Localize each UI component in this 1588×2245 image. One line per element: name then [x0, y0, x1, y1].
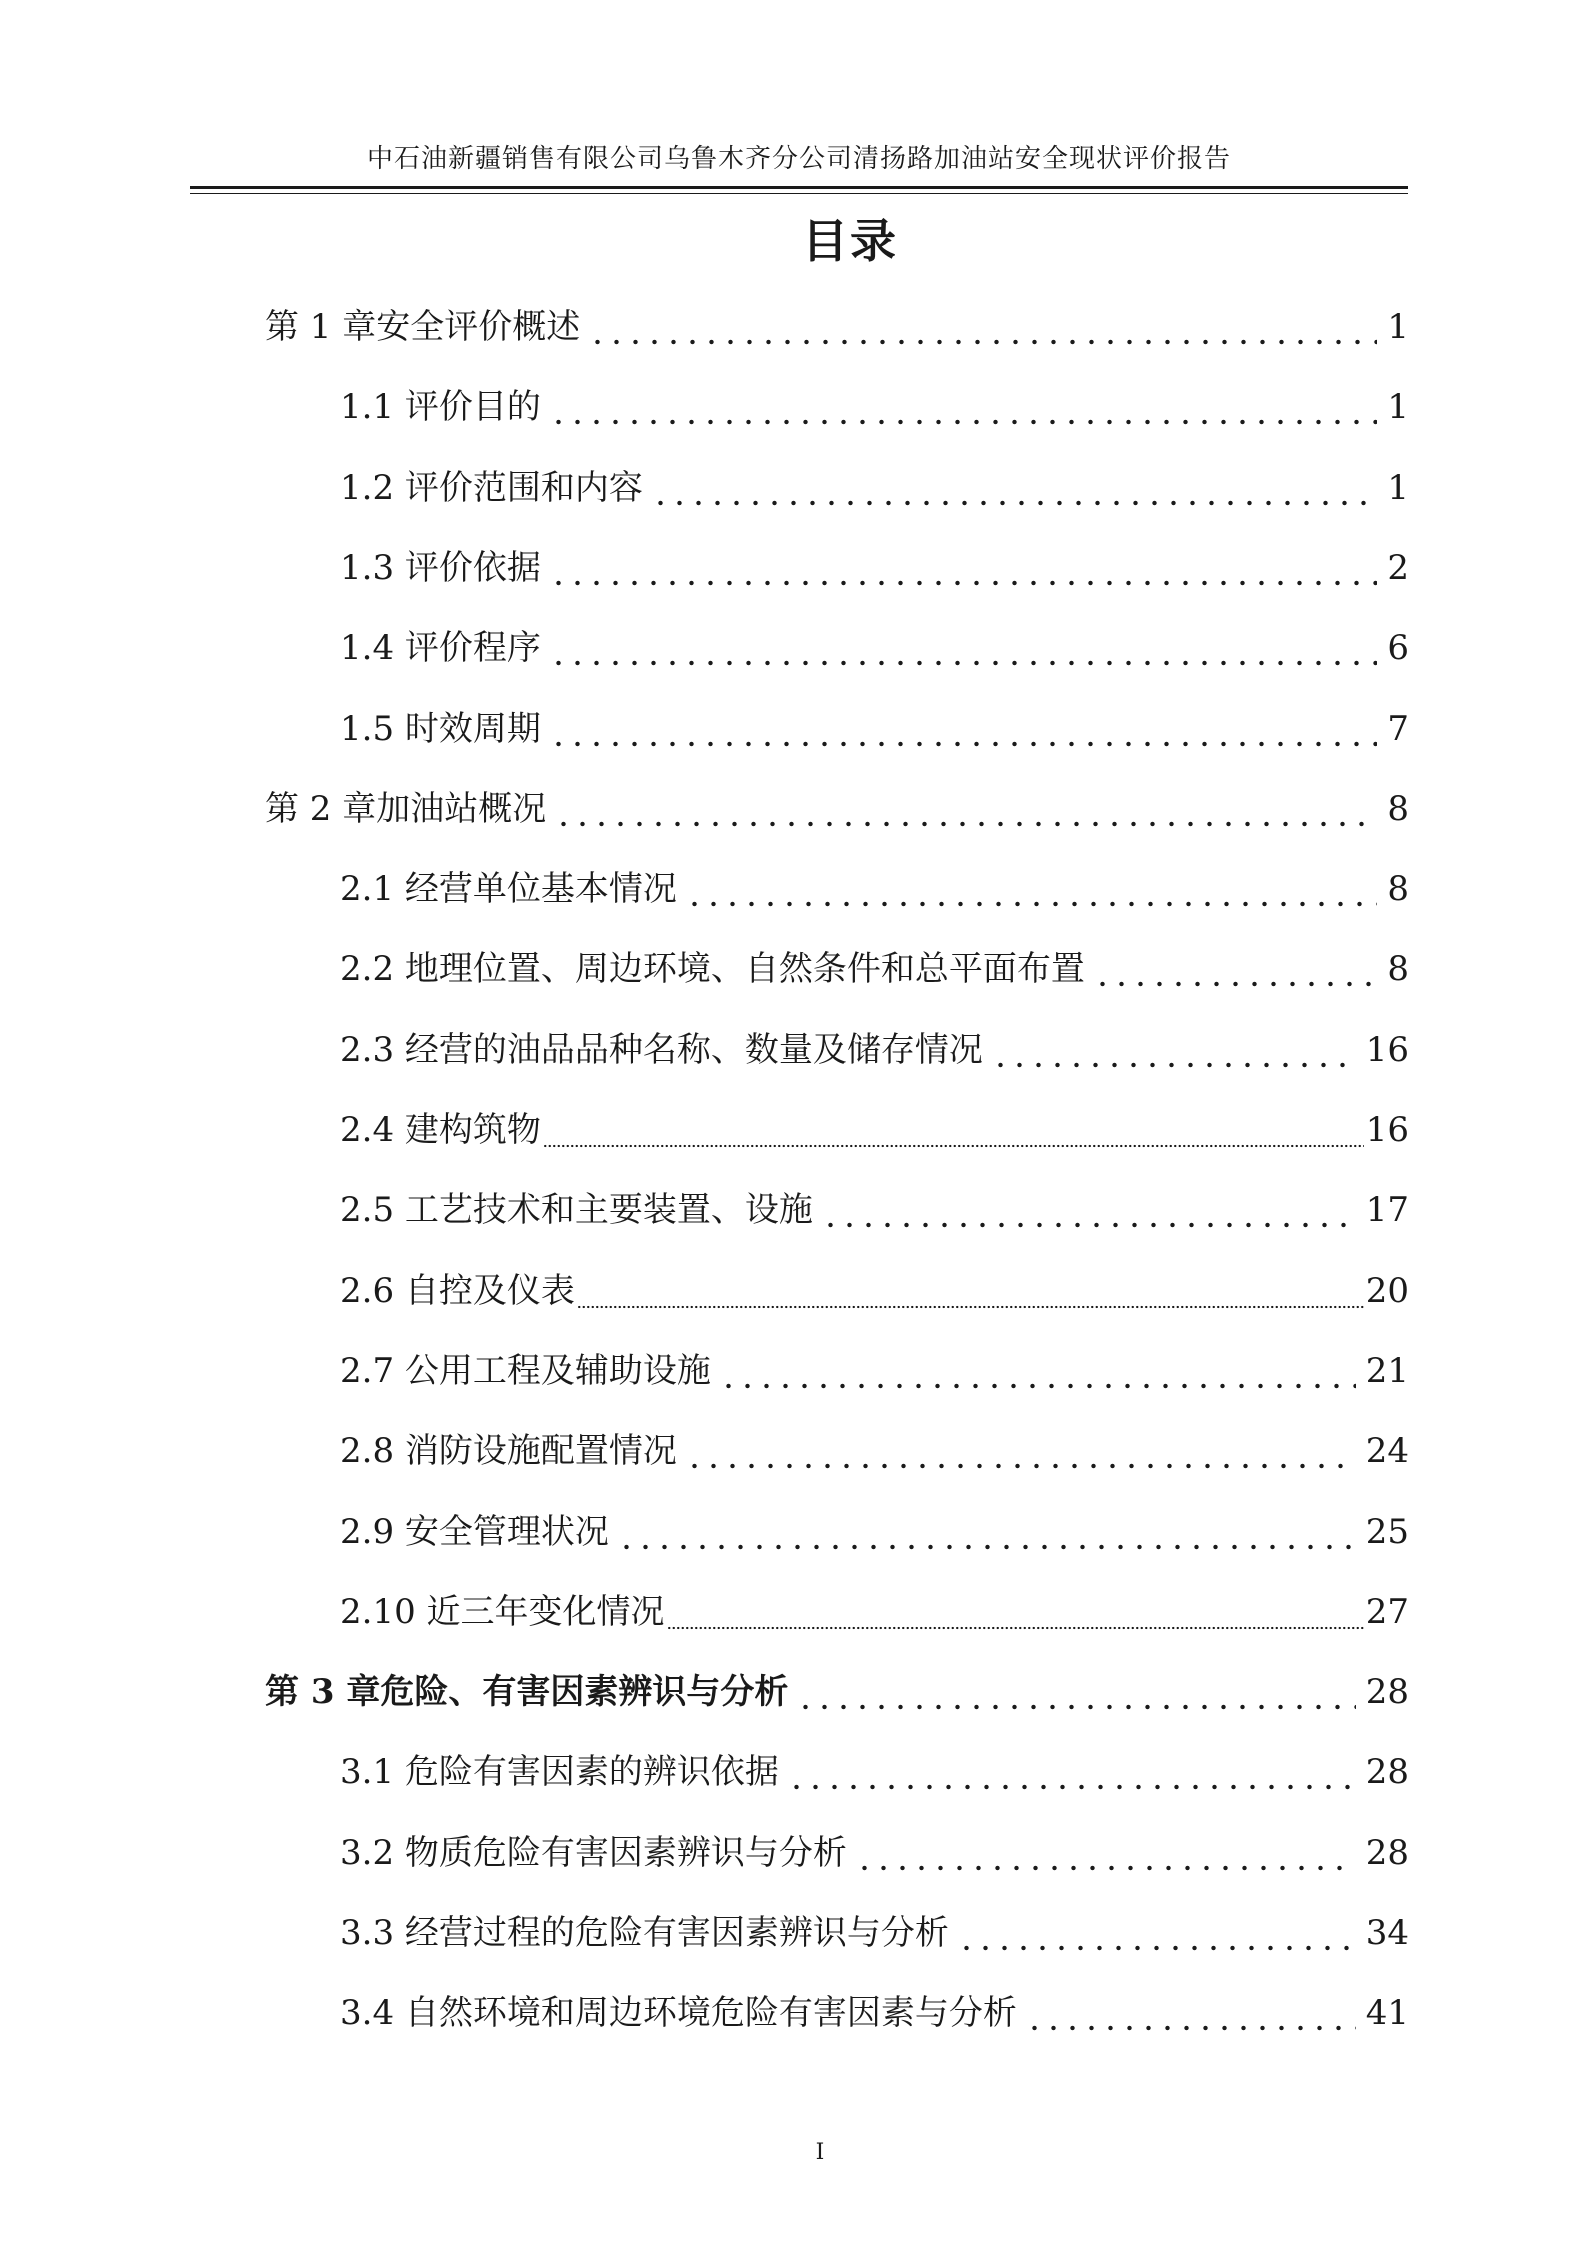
toc-entry[interactable]: [340, 1108, 1409, 1152]
toc-entry-label: 2.4 建构筑物: [340, 1110, 541, 1150]
toc-entry[interactable]: [340, 1028, 1409, 1072]
toc-entry-page: 1: [1387, 307, 1409, 347]
toc-dot-leader: [543, 1108, 1364, 1152]
toc-entry-page: 17: [1365, 1190, 1409, 1230]
toc-dot-leader: [588, 305, 1377, 349]
toc-entry-label: 1.3 评价依据: [340, 548, 541, 588]
toc-entry-page: 16: [1365, 1110, 1409, 1150]
toc-entry-page: 34: [1365, 1913, 1409, 1953]
toc-title: 目录: [802, 214, 898, 268]
toc-entry-page: 25: [1365, 1512, 1409, 1552]
toc-entry-page: 41: [1365, 1993, 1409, 2033]
toc-dot-leader: [821, 1188, 1356, 1232]
toc-entry[interactable]: [340, 546, 1409, 590]
toc-entry[interactable]: [340, 385, 1409, 429]
running-header: 中石油新疆销售有限公司乌鲁木齐分公司清扬路加油站安全现状评价报告: [366, 144, 1231, 174]
toc-entry-page: 1: [1387, 468, 1409, 508]
toc-entry-label: 2.2 地理位置、周边环境、自然条件和总平面布置: [340, 949, 1085, 989]
toc-entry[interactable]: [340, 1349, 1409, 1393]
toc-entry-page: 16: [1365, 1030, 1409, 1070]
page-number: I: [815, 2140, 825, 2165]
toc-dot-leader: [787, 1750, 1356, 1794]
toc-entry-page: 8: [1387, 949, 1409, 989]
toc-entry-page: 6: [1387, 628, 1409, 668]
toc-entry[interactable]: [265, 305, 1409, 349]
toc-entry-label: 2.10 近三年变化情况: [340, 1592, 665, 1632]
toc-dot-leader: [554, 787, 1377, 831]
toc-dot-leader: [549, 385, 1377, 429]
toc-entry-label: 3.2 物质危险有害因素辨识与分析: [340, 1833, 847, 1873]
toc-entry-page: 2: [1387, 548, 1409, 588]
toc-entry[interactable]: [340, 1750, 1409, 1794]
toc-entry-page: 24: [1365, 1431, 1409, 1471]
toc-dot-leader: [617, 1510, 1356, 1554]
toc-dot-leader: [991, 1028, 1356, 1072]
toc-entry[interactable]: [265, 787, 1409, 831]
toc-entry[interactable]: [340, 1188, 1409, 1232]
toc-dot-leader: [957, 1911, 1356, 1955]
toc-dot-leader: [549, 546, 1377, 590]
toc-entry-label: 2.1 经营单位基本情况: [340, 869, 677, 909]
toc-entry[interactable]: [340, 1911, 1409, 1955]
toc-entry[interactable]: [340, 867, 1409, 911]
toc-entry-page: 20: [1365, 1271, 1409, 1311]
toc-entry-page: 1: [1387, 387, 1409, 427]
toc-entry-label: 第 1 章安全评价概述: [265, 307, 581, 347]
toc-entry[interactable]: [340, 626, 1409, 670]
toc-entry-label: 1.1 评价目的: [340, 387, 541, 427]
toc-entry[interactable]: [340, 1991, 1409, 2035]
toc-entry-label: 3.3 经营过程的危险有害因素辨识与分析: [340, 1913, 949, 1953]
toc-entry[interactable]: [265, 1670, 1409, 1714]
toc-entry-page: 27: [1365, 1592, 1409, 1632]
toc-entry[interactable]: [340, 466, 1409, 510]
toc-entry-page: 8: [1387, 789, 1409, 829]
toc-dot-leader: [685, 867, 1377, 911]
toc-entry[interactable]: [340, 1510, 1409, 1554]
toc-dot-leader: [796, 1670, 1355, 1714]
toc-entry-label: 2.7 公用工程及辅助设施: [340, 1351, 711, 1391]
toc-dot-leader: [719, 1349, 1356, 1393]
toc-entry[interactable]: [340, 1590, 1409, 1634]
toc-entry-label: 1.4 评价程序: [340, 628, 541, 668]
toc-entry-page: 28: [1365, 1752, 1409, 1792]
toc-entry-label: 2.5 工艺技术和主要装置、设施: [340, 1190, 813, 1230]
toc-dot-leader: [1025, 1991, 1356, 2035]
toc-entry-label: 2.6 自控及仪表: [340, 1271, 575, 1311]
toc-dot-leader: [667, 1590, 1364, 1634]
toc-dot-leader: [651, 466, 1377, 510]
toc-entry-label: 3.4 自然环境和周边环境危险有害因素与分析: [340, 1993, 1017, 2033]
toc-entry-label: 2.8 消防设施配置情况: [340, 1431, 677, 1471]
toc-entry-label: 1.2 评价范围和内容: [340, 468, 643, 508]
toc-dot-leader: [549, 626, 1377, 670]
toc-entry[interactable]: [340, 1831, 1409, 1875]
toc-dot-leader: [685, 1429, 1356, 1473]
toc-entry-page: 8: [1387, 869, 1409, 909]
toc-dot-leader: [577, 1269, 1364, 1313]
toc-entry-label: 第 3 章危险、有害因素辨识与分析: [265, 1672, 789, 1712]
toc-entry[interactable]: [340, 1429, 1409, 1473]
toc-dot-leader: [549, 707, 1377, 751]
toc-entry-label: 1.5 时效周期: [340, 709, 541, 749]
toc-entry-label: 3.1 危险有害因素的辨识依据: [340, 1752, 779, 1792]
toc-dot-leader: [855, 1831, 1356, 1875]
toc-entry[interactable]: [340, 947, 1409, 991]
toc-entry-label: 第 2 章加油站概况: [265, 789, 547, 829]
toc-entry[interactable]: [340, 1269, 1409, 1313]
toc-entry[interactable]: [340, 707, 1409, 751]
toc-entry-page: 21: [1365, 1351, 1409, 1391]
toc-entry-page: 28: [1365, 1833, 1409, 1873]
toc-dot-leader: [1093, 947, 1377, 991]
toc-entry-page: 7: [1387, 709, 1409, 749]
toc-entry-label: 2.9 安全管理状况: [340, 1512, 609, 1552]
toc-entry-label: 2.3 经营的油品品种名称、数量及储存情况: [340, 1030, 983, 1070]
toc-entry-page: 28: [1365, 1672, 1409, 1712]
